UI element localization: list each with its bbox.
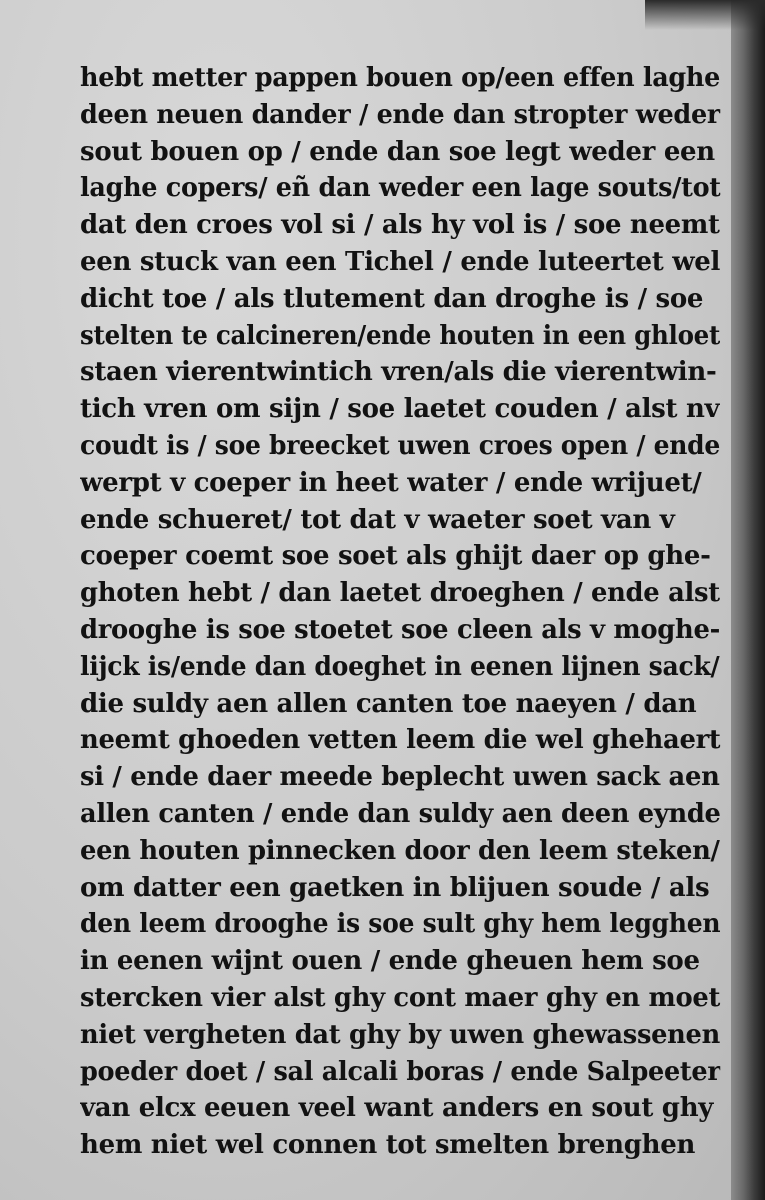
text-line: coudt is / soe breecket uwen croes open / ende	[80, 430, 720, 461]
text-line: van elcx eeuen veel want anders en sout ghy	[80, 1093, 714, 1124]
text-line: dat den croes vol si / als hy vol is / soe neemt	[80, 210, 720, 241]
text-line: staen vierentwintich vren/als die vierentwin-	[80, 357, 717, 388]
text-line: lijck is/ende dan doeghet in eenen lijnen sack/	[80, 651, 720, 682]
text-line: een stuck van een Tichel / ende luteertet wel	[80, 246, 720, 277]
text-line: coeper coemt soe soet als ghijt daer op ghe-	[80, 541, 711, 572]
text-line: dicht toe / als tlutement dan droghe is / soe	[80, 283, 704, 314]
text-line: in eenen wijnt ouen / ende gheuen hem soe	[80, 946, 700, 977]
text-line: poeder doet / sal alcali boras / ende Salpeeter	[80, 1056, 721, 1087]
text-line: stercken vier alst ghy cont maer ghy en moet	[80, 982, 721, 1013]
text-line: si / ende daer meede beplecht uwen sack aen	[80, 762, 720, 793]
book-gutter-shadow	[731, 0, 765, 1200]
text-line: deen neuen dander / ende dan stropter weder	[80, 99, 721, 130]
text-line: hem niet wel connen tot smelten brenghen	[80, 1130, 696, 1161]
text-line: sout bouen op / ende dan soe legt weder een	[80, 136, 715, 167]
text-line: werpt v coeper in heet water / ende wrijuet/	[80, 467, 702, 498]
text-line: stelten te calcineren/ende houten in een ghloet	[80, 320, 721, 351]
text-line: hebt metter pappen bouen op/een effen laghe	[80, 63, 721, 93]
text-line: ende schueret/ tot dat v waeter soet van v	[80, 504, 675, 535]
text-line: niet vergheten dat ghy by uwen ghewassenen	[80, 1019, 720, 1050]
text-line: laghe copers/ eñ dan weder een lage souts/tot	[80, 173, 721, 204]
text-line: allen canten / ende dan suldy aen deen eynde	[80, 798, 721, 829]
text-line: om datter een gaetken in blijuen soude / als	[80, 872, 710, 903]
corner-shadow	[645, 0, 765, 30]
text-line: den leem drooghe is soe sult ghy hem legghen	[80, 909, 721, 940]
text-line: drooghe is soe stoetet soe cleen als v moghe-	[80, 614, 720, 645]
text-line: tich vren om sijn / soe laetet couden / alst nv	[80, 394, 720, 425]
text-line: een houten pinnecken door den leem steken/	[80, 835, 720, 866]
text-line: neemt ghoeden vetten leem die wel ghehaert	[80, 725, 721, 756]
blackletter-text-block	[80, 60, 720, 1180]
text-line: ghoten hebt / dan laetet droeghen / ende alst	[80, 578, 720, 609]
text-line: die suldy aen allen canten toe naeyen / dan	[80, 688, 697, 719]
